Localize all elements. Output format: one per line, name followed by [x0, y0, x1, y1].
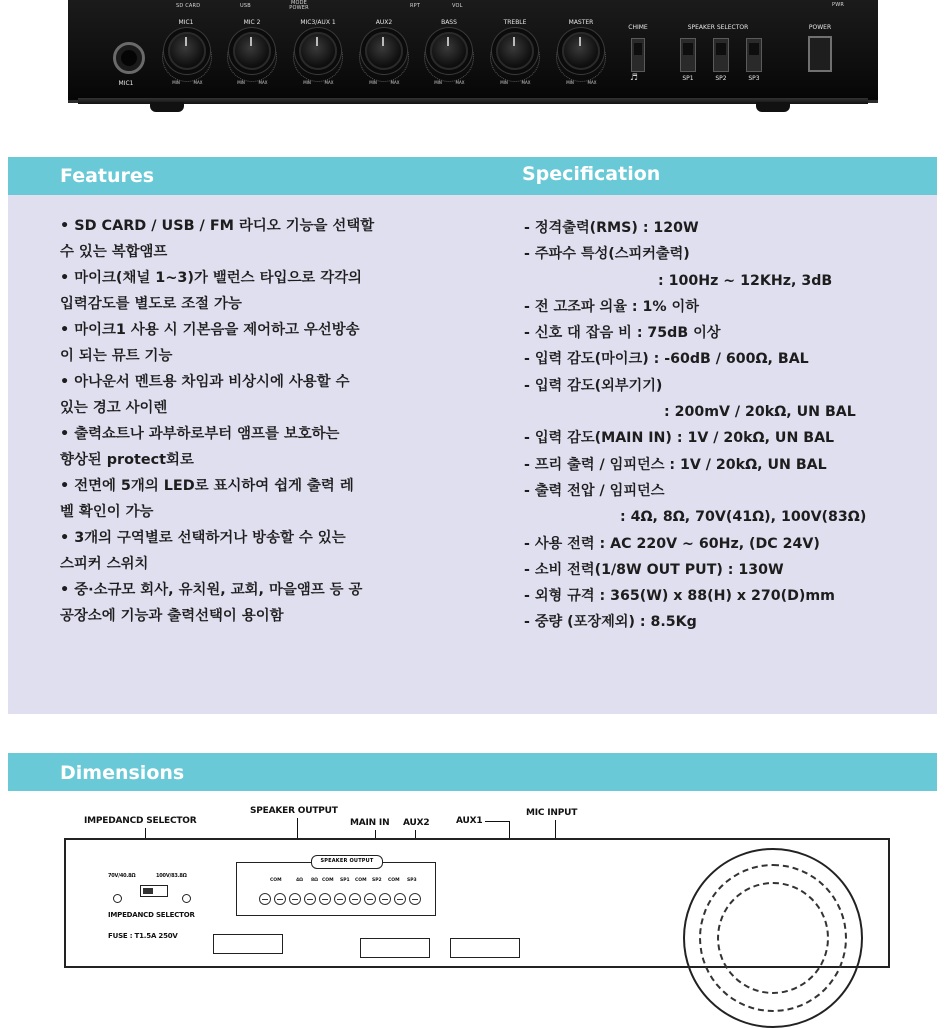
- feature-line: • 마이크(채널 1~3)가 밸런스 타입으로 각각의: [60, 270, 362, 286]
- knob-label-mic2: MIC 2: [243, 19, 261, 26]
- spec-line: - 소비 전력(1/8W OUT PUT) : 130W: [524, 561, 784, 578]
- terminal-screw-icon: [259, 893, 271, 905]
- v100-label: 100V/83.8Ω: [156, 873, 187, 879]
- feature-line: • 마이크1 사용 시 기본음을 제어하고 우선방송: [60, 322, 360, 338]
- terminal-screw-icon: [409, 893, 421, 905]
- v70-label: 70V/40.8Ω: [108, 873, 136, 879]
- terminal-screw-icon: [319, 893, 331, 905]
- screw-icon: [182, 894, 191, 903]
- knob-label-treble: TREBLE: [503, 19, 527, 26]
- knob-min-master: MIN: [566, 80, 574, 85]
- sp3-button[interactable]: [746, 38, 762, 72]
- rca-jack-outline: [450, 938, 520, 958]
- features-spec-header: [8, 157, 937, 195]
- spec-line: : 200mV / 20kΩ, UN BAL: [664, 404, 856, 421]
- knob-label-bass: BASS: [441, 19, 457, 26]
- speaker-selector-label: SPEAKER SELECTOR: [687, 24, 749, 31]
- feature-line: 이 되는 뮤트 기능: [60, 348, 173, 364]
- pwr-small-label: PWR: [832, 2, 845, 8]
- spec-line: - 외형 규격 : 365(W) x 88(H) x 270(D)mm: [524, 588, 835, 605]
- knob-label-mic1: MIC1: [178, 19, 194, 26]
- sd-card-label: SD CARD: [176, 3, 201, 9]
- terminal-screw-icon: [289, 893, 301, 905]
- knob-max-treble: MAX: [521, 80, 531, 85]
- knob-treble[interactable]: [496, 32, 534, 70]
- terminal-screw-icon: [394, 893, 406, 905]
- spec-line: - 주파수 특성(스피커출력): [524, 246, 690, 263]
- knob-label-aux2: AUX2: [375, 19, 393, 26]
- terminal-screw-icon: [334, 893, 346, 905]
- knob-max-aux2: MAX: [390, 80, 400, 85]
- power-inlet-outline: [213, 934, 283, 954]
- knob-mic3-aux1[interactable]: [299, 32, 337, 70]
- spec-line: - 전 고조파 의율 : 1% 이하: [524, 298, 699, 315]
- knob-max-mic1: MAX: [193, 80, 203, 85]
- mic-input-callout: MIC INPUT: [526, 808, 578, 818]
- amplifier-photo: [0, 0, 945, 130]
- knob-bass[interactable]: [430, 32, 468, 70]
- terminal-label: 4Ω: [296, 878, 303, 883]
- knob-min-treble: MIN: [500, 80, 508, 85]
- spec-line: - 정격출력(RMS) : 120W: [524, 220, 699, 236]
- terminal-label: COM: [270, 878, 282, 883]
- terminal-screw-icon: [274, 893, 286, 905]
- knob-label-master: MASTER: [568, 19, 594, 26]
- feature-line: 입력감도를 별도로 조절 가능: [60, 296, 242, 312]
- sp3-label: SP3: [748, 75, 760, 82]
- speaker-output-callout: SPEAKER OUTPUT: [250, 806, 338, 816]
- knob-min-bass: MIN: [434, 80, 442, 85]
- feature-line: • 전면에 5개의 LED로 표시하여 쉽게 출력 레: [60, 478, 354, 494]
- features-list: [60, 213, 440, 629]
- power-label: POWER: [808, 24, 832, 31]
- spec-line: : 4Ω, 8Ω, 70V(41Ω), 100V(83Ω): [620, 509, 867, 526]
- sp2-button[interactable]: [713, 38, 729, 72]
- screw-icon: [113, 894, 122, 903]
- feature-line: • 출력쇼트나 과부하로부터 앰프를 보호하는: [60, 426, 340, 442]
- spec-line: - 입력 감도(외부기기): [524, 377, 663, 394]
- aux1-callout: AUX1: [456, 816, 483, 826]
- spec-line: - 신호 대 잡음 비 : 75dB 이상: [524, 325, 721, 342]
- mic1-jack[interactable]: [113, 42, 145, 74]
- sp1-label: SP1: [682, 75, 694, 82]
- rpt-label: RPT: [410, 3, 421, 9]
- features-spec-panel: [8, 157, 937, 714]
- amplifier-foot-right: [756, 102, 790, 112]
- sp1-button[interactable]: [680, 38, 696, 72]
- rca-jack-outline: [360, 938, 430, 958]
- terminal-label: SP2: [372, 878, 382, 883]
- knob-mic2[interactable]: [233, 32, 271, 70]
- terminal-label: COM: [322, 878, 334, 883]
- usb-label: USB: [240, 3, 251, 9]
- dimensions-title: Dimensions: [60, 762, 185, 784]
- knob-min-aux2: MIN: [369, 80, 377, 85]
- speaker-terminal-block: [236, 862, 436, 916]
- speaker-output-box-label: SPEAKER OUTPUT: [311, 855, 383, 869]
- knob-aux2[interactable]: [365, 32, 403, 70]
- knob-label-mic3-aux1: MIC3/AUX 1: [300, 19, 336, 26]
- impedance-selector-switch[interactable]: [140, 885, 168, 897]
- knob-min-mic2: MIN: [237, 80, 245, 85]
- fan-grille-ring: [717, 882, 829, 994]
- feature-line: 벨 확인이 가능: [60, 504, 154, 520]
- terminal-screw-icon: [364, 893, 376, 905]
- feature-line: 수 있는 복합앰프: [60, 244, 168, 260]
- feature-line: • SD CARD / USB / FM 라디오 기능을 선택할: [60, 218, 375, 234]
- features-title: Features: [60, 165, 155, 187]
- chime-switch[interactable]: [631, 38, 645, 72]
- feature-line: • 3개의 구역별로 선택하거나 방송할 수 있는: [60, 530, 346, 546]
- spec-line: : 100Hz ~ 12KHz, 3dB: [658, 272, 833, 289]
- impedance-selector-small-label: IMPEDANCD SELECTOR: [108, 911, 195, 919]
- leader-aux1-h: [485, 821, 510, 822]
- impedance-selector-callout: IMPEDANCD SELECTOR: [84, 816, 197, 826]
- mode-power-label: MODE POWER: [289, 0, 309, 11]
- spec-line: - 입력 감도(MAIN IN) : 1V / 20kΩ, UN BAL: [524, 430, 835, 447]
- feature-line: 공장소에 기능과 출력선택이 용이함: [60, 608, 284, 624]
- main-in-callout: MAIN IN: [350, 818, 390, 828]
- spec-line: - 출력 전압 / 임피던스: [524, 482, 665, 499]
- terminal-label: COM: [355, 878, 367, 883]
- feature-line: • 중·소규모 회사, 유치원, 교회, 마을앰프 등 공: [60, 582, 363, 598]
- knob-min-mic3-aux1: MIN: [303, 80, 311, 85]
- power-switch[interactable]: [808, 36, 832, 72]
- knob-max-mic2: MAX: [258, 80, 268, 85]
- knob-max-master: MAX: [587, 80, 597, 85]
- terminal-screw-icon: [349, 893, 361, 905]
- feature-line: 있는 경고 사이렌: [60, 400, 168, 416]
- feature-line: 향상된 protect회로: [60, 452, 194, 468]
- knob-max-bass: MAX: [455, 80, 465, 85]
- aux2-callout: AUX2: [403, 818, 430, 828]
- knob-mic1[interactable]: [168, 32, 206, 70]
- terminal-label: 8Ω: [311, 878, 318, 883]
- terminal-screw-icon: [304, 893, 316, 905]
- vol-label: VOL: [452, 3, 463, 9]
- feature-line: 스피커 스위치: [60, 556, 149, 572]
- dimensions-header: [8, 753, 937, 791]
- terminal-label: SP3: [407, 878, 417, 883]
- chime-label: CHIME: [628, 24, 648, 31]
- specification-list: [524, 215, 934, 636]
- amplifier-base: [78, 98, 868, 104]
- knob-max-mic3-aux1: MAX: [324, 80, 334, 85]
- spec-line: - 중량 (포장제외) : 8.5Kg: [524, 614, 697, 631]
- specification-title: Specification: [522, 163, 661, 185]
- knob-min-mic1: MIN: [172, 80, 180, 85]
- terminal-label: COM: [388, 878, 400, 883]
- spec-line: - 사용 전력 : AC 220V ~ 60Hz, (DC 24V): [524, 535, 820, 552]
- spec-line: - 입력 감도(마이크) : -60dB / 600Ω, BAL: [524, 351, 809, 368]
- feature-line: • 아나운서 멘트용 차임과 비상시에 사용할 수: [60, 374, 350, 390]
- knob-master[interactable]: [562, 32, 600, 70]
- sp2-label: SP2: [715, 75, 727, 82]
- fuse-label: FUSE : T1.5A 250V: [108, 932, 178, 940]
- spec-line: - 프리 출력 / 임피던스 : 1V / 20kΩ, UN BAL: [524, 456, 827, 473]
- chime-icon: ♬: [630, 73, 639, 83]
- amplifier-foot-left: [150, 102, 184, 112]
- terminal-label: SP1: [340, 878, 350, 883]
- mic1-jack-label: MIC1: [118, 80, 134, 87]
- terminal-screw-icon: [379, 893, 391, 905]
